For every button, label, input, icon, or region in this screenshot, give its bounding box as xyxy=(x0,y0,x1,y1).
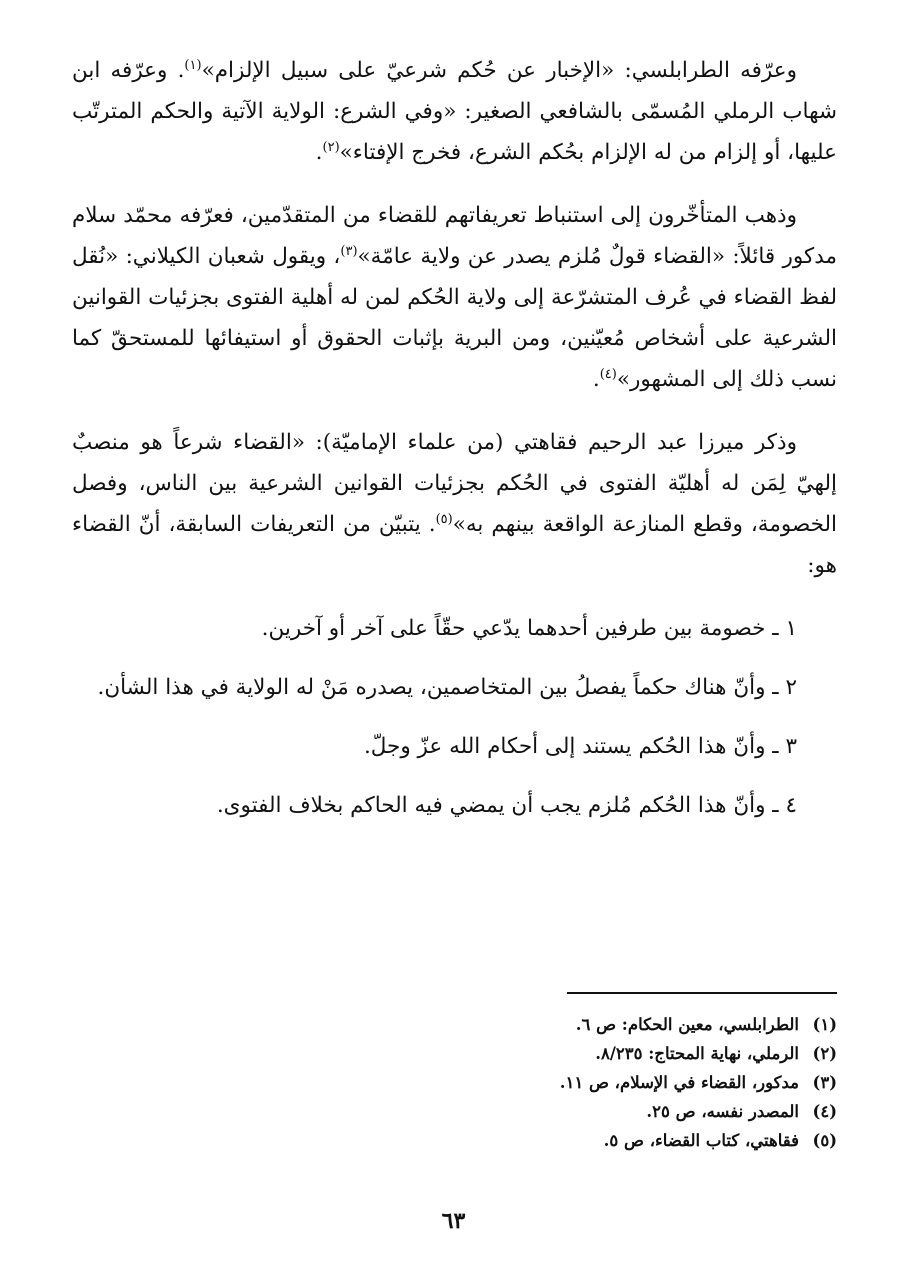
paragraph-text: ، ويقول شعبان الكيلاني: «نُقل لفظ القضاء في عُرف المتشرّعة إلى ولاية الحُكم لمن له أهلية الفتوى بجزئيات القوانين الشرعية على أشخاص مُعيّنين، ومن البرية بإثبات الحقوق أو استيفائها للمستحقّ كما نسب ذلك إلى المشهور» xyxy=(72,244,837,392)
footnote-number: (١) xyxy=(812,1015,837,1034)
footnote-text: مدكور، القضاء في الإسلام، ص ١١. xyxy=(559,1073,799,1092)
footnote-text: الرملي، نهاية المحتاج: ٨/٢٣٥. xyxy=(595,1044,799,1063)
paragraph-text: وعرّفه الطرابلسي: «الإخبار عن حُكم شرعيّ على سبيل الإلزام» xyxy=(201,58,797,83)
footnote xyxy=(237,1039,837,1068)
footnote-reference: (٣) xyxy=(340,243,358,259)
body-paragraph xyxy=(72,422,837,586)
footnote-text: المصدر نفسه، ص ٢٥. xyxy=(646,1102,799,1121)
footnote-divider xyxy=(567,992,837,994)
paragraph-text: وذهب المتأخّرون إلى استنباط تعريفاتهم للقضاء من المتقدّمين، فعرّفه محمّد سلام مدكور قائلاً: «القضاء قولٌ مُلزم يصدر عن ولاية عامّة» xyxy=(72,203,837,269)
footnote xyxy=(237,1126,837,1155)
footnote xyxy=(237,1068,837,1097)
paragraph-text: وذكر ميرزا عبد الرحيم فقاهتي (من علماء الإماميّة): «القضاء شرعاً هو منصبٌ إلهيّ لِمَن له أهليّة الفتوى في الحُكم بجزئيات القوانين الشرعية بين الناس، وفصل الخصومة، وقطع المنازعة الواقعة بينهم به» xyxy=(72,430,838,537)
list-item: ١ ـ خصومة بين طرفين أحدهما يدّعي حقّاً على آخر أو آخرين. xyxy=(261,616,797,641)
list-item: ٢ ـ وأنّ هناك حكماً يفصلُ بين المتخاصمين، يصدره مَنْ له الولاية في هذا الشأن. xyxy=(97,675,797,700)
footnote-reference: (٤) xyxy=(599,366,617,382)
page-body xyxy=(72,50,837,844)
footnote-text: الطرابلسي، معين الحكام: ص ٦. xyxy=(575,1015,799,1034)
page-number: ٦٣ xyxy=(441,1208,466,1234)
footnote-text: فقاهتي، كتاب القضاء، ص ٥. xyxy=(603,1131,799,1150)
footnote-reference: (٢) xyxy=(322,139,340,155)
paragraph-text: . xyxy=(315,140,323,165)
footnote-number: (٣) xyxy=(812,1073,837,1092)
footnote-number: (٢) xyxy=(812,1044,837,1063)
footnote xyxy=(237,1010,837,1039)
paragraph-text: . وعرّفه ابن شهاب الرملي المُسمّى بالشافعي الصغير: «وفي الشرع: الولاية الآتية والحكم المترتّب عليها، أو إلزام من له الإلزام بحُكم الشرع، فخرج الإفتاء» xyxy=(72,58,837,165)
definition-list xyxy=(72,608,837,826)
body-paragraph xyxy=(72,50,837,173)
paragraph-text: . يتبيّن من التعريفات السابقة، أنّ القضاء هو: xyxy=(72,512,837,578)
footnote-number: (٤) xyxy=(812,1102,837,1121)
footnote-reference: (١) xyxy=(184,57,202,73)
footnote-reference: (٥) xyxy=(435,511,453,527)
list-item: ٣ ـ وأنّ هذا الحُكم يستند إلى أحكام الله عزّ وجلّ. xyxy=(363,734,797,759)
body-paragraph xyxy=(72,195,837,400)
list-item: ٤ ـ وأنّ هذا الحُكم مُلزم يجب أن يمضي فيه الحاكم بخلاف الفتوى. xyxy=(216,793,797,818)
paragraph-text: . xyxy=(592,367,600,392)
body-paragraphs xyxy=(72,50,837,586)
footnote xyxy=(237,1097,837,1126)
footnote-number: (٥) xyxy=(812,1131,837,1150)
footnotes xyxy=(237,1010,837,1155)
